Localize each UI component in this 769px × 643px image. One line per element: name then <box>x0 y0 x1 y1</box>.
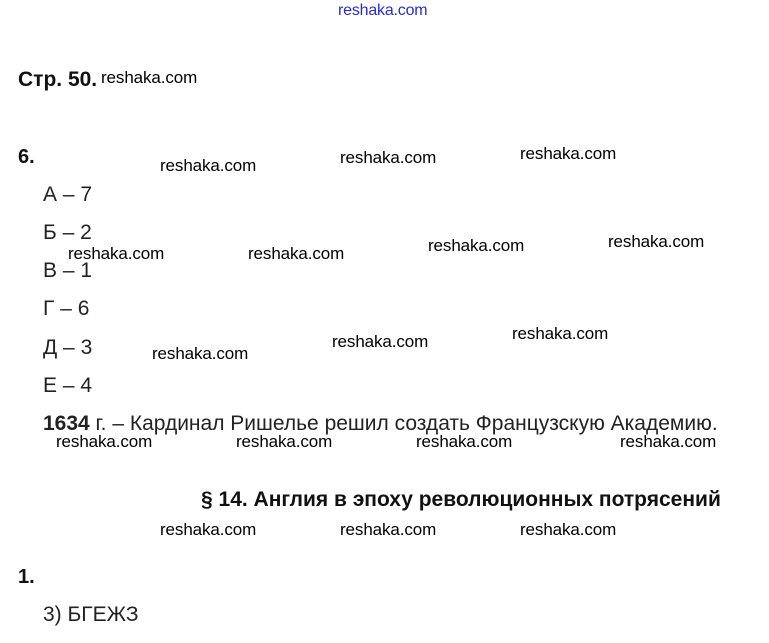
task-6-number: 6. <box>18 146 35 168</box>
watermark: reshaka.com <box>101 68 198 87</box>
watermark: reshaka.com <box>68 244 165 263</box>
watermark: reshaka.com <box>512 324 609 343</box>
watermark: reshaka.com <box>608 232 705 251</box>
answer-item: Е – 4 <box>43 374 93 397</box>
answer-item: Б – 2 <box>43 221 92 244</box>
watermark: reshaka.com <box>620 432 717 451</box>
site-header-watermark: reshaka.com <box>338 2 428 19</box>
watermark: reshaka.com <box>236 432 333 451</box>
answer-item: Г – 6 <box>43 297 90 320</box>
page-reference: Стр. 50. <box>18 68 98 91</box>
watermark: reshaka.com <box>56 432 153 451</box>
watermark: reshaka.com <box>160 156 257 175</box>
watermark: reshaka.com <box>428 236 525 255</box>
watermark: reshaka.com <box>332 332 429 351</box>
answer-item: Д – 3 <box>43 336 93 359</box>
task-1-number: 1. <box>18 566 35 588</box>
answer-item: В – 1 <box>43 259 93 282</box>
fact-year: 1634 <box>43 412 90 435</box>
watermark: reshaka.com <box>160 520 257 539</box>
section-heading: § 14. Англия в эпоху революционных потрясений <box>201 488 721 511</box>
fact-text: г. – Кардинал Ришелье решил создать Французскую Академию. <box>89 412 718 435</box>
watermark: reshaka.com <box>416 432 513 451</box>
task-1-answer: 3) БГЕЖЗ <box>43 603 139 626</box>
watermark: reshaka.com <box>152 344 249 363</box>
watermark: reshaka.com <box>340 148 437 167</box>
watermark: reshaka.com <box>340 520 437 539</box>
watermark: reshaka.com <box>248 244 345 263</box>
watermark: reshaka.com <box>520 520 617 539</box>
watermark: reshaka.com <box>520 144 617 163</box>
answer-item: А – 7 <box>43 183 93 206</box>
